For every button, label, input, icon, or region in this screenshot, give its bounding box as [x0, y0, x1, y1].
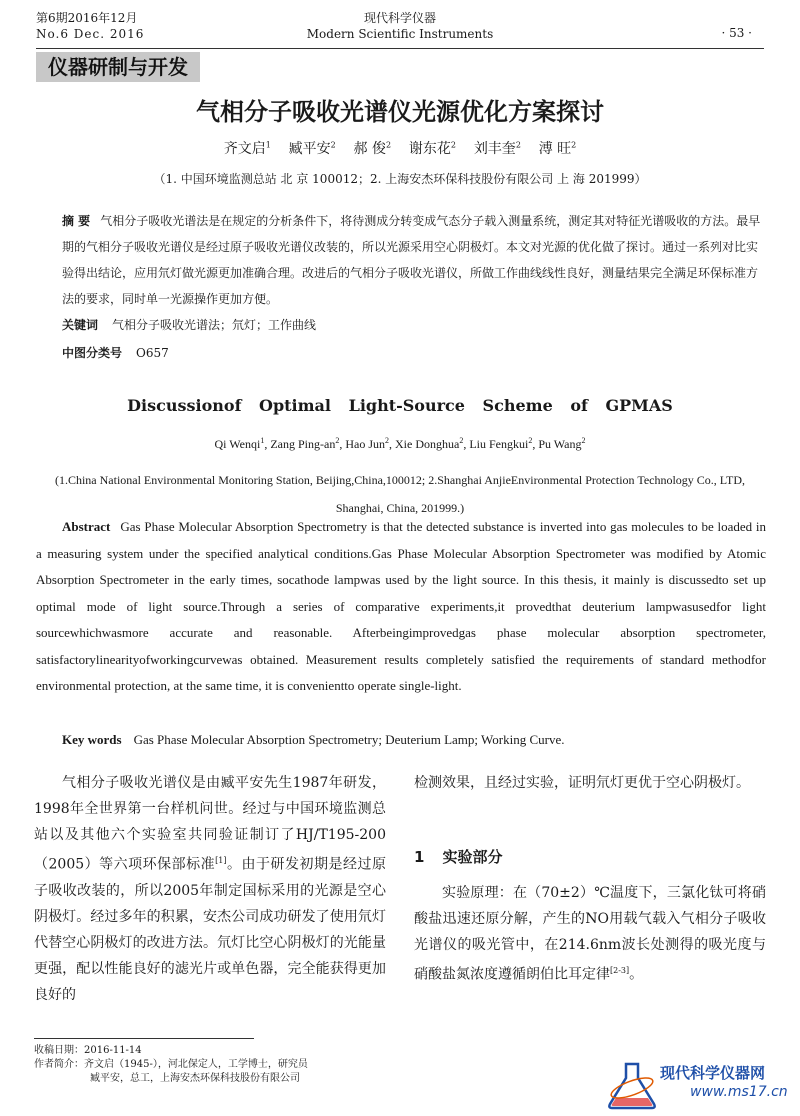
- abstract-zh: [62, 208, 762, 312]
- title-en: Discussionof Optimal Light-Source Scheme of GPMAS: [127, 396, 673, 415]
- author-en: Hao Jun$^2$: [345, 436, 389, 451]
- affiliation-zh: （1. 中国环境监测总站 北 京 100012；2. 上海安杰环保科技股份有限公司 上 海 201999）: [153, 172, 647, 186]
- author-zh: 郝 俊$^2$: [353, 140, 392, 157]
- watermark-url: www.ms17.cn: [690, 1084, 788, 1100]
- watermark-title: 现代科学仪器网: [660, 1064, 766, 1082]
- author-zh: 刘丰奎$^2$: [473, 140, 521, 157]
- author-zh: 溥 旺$^2$: [538, 140, 577, 157]
- author-en: Zang Ping-$an^2$: [270, 436, 340, 451]
- authors-zh: [0, 138, 800, 158]
- abstract-en: [36, 514, 766, 700]
- citation: [2-3]: [610, 966, 630, 975]
- classification-zh: [62, 344, 169, 361]
- body-paragraph-continued: 检测效果，且经过实验，证明氘灯更优于空心阴极灯。: [414, 775, 750, 791]
- body-paragraph-principle: 实验原理：在（70±2）℃温度下，三氯化钛可将硝酸盐迅速还原分解，产生的NO用载气载入气相分子吸收光谱仪的吸光管中，在214.6nm波长处测得的吸光度与硝酸盐氮浓度遵循朗伯比耳定律[2-3]。: [414, 885, 766, 983]
- section-tag: 仪器研制与开发: [36, 52, 200, 82]
- section-number: 1: [414, 848, 425, 866]
- footnote-rule: [34, 1038, 254, 1039]
- author-en: Pu Wang$^2$: [538, 436, 586, 451]
- abstract-zh-text: 气相分子吸收光谱法是在规定的分析条件下，将待测成分转变成气态分子载入测量系统，测定其对特征光谱吸收的方法。最早期的气相分子吸收光谱仪是经过原子吸收光谱仪改装的，所以光源采用空心阴极灯。本文对光源的优化做了探讨。通过一系列对比实验得出结论，应用氘灯做光源更加准确合理。改进后的气相分子吸收光谱仪，所做工作曲线线性良好，测量结果完全满足环保标准方法的要求，同时单一光源操作更加方便。: [62, 214, 761, 306]
- header-issue-zh: 第6期2016年12月: [36, 11, 138, 25]
- author-zh: 谢东花$^2$: [408, 140, 456, 157]
- page-number: · 53 ·: [721, 26, 752, 40]
- section-heading: [414, 846, 502, 867]
- author-en: Qi Wenqi$^1$: [214, 436, 265, 451]
- author-en: Liu Fengkui$^2$: [469, 436, 533, 451]
- header-journal-zh: 现代科学仪器: [363, 11, 436, 25]
- footnote-received: 收稿日期：2016-11-14: [34, 1045, 142, 1056]
- abstract-en-label: Abstract: [62, 519, 111, 534]
- classification-label: 中图分类号: [62, 346, 123, 360]
- keywords-zh: [62, 316, 316, 333]
- author-zh: 齐文启$^1$: [223, 140, 271, 157]
- keywords-en: [62, 732, 564, 748]
- section-title: 实验部分: [442, 848, 503, 866]
- footnote: [34, 1044, 454, 1086]
- classification-code: O657: [136, 346, 169, 360]
- authors-en: Qi Wenqi$^1$, Zang Ping-$an^2$, Hao Jun$^2$, Xie Donghua$^2$, Liu Fengkui$^2$, Pu Wang$^2$: [214, 436, 586, 451]
- abstract-zh-label: 摘 要: [62, 214, 91, 228]
- footnote-author: 作者简介：齐文启（1945-），河北保定人，工学博士，研究员: [34, 1059, 308, 1070]
- keywords-zh-text: 气相分子吸收光谱法；氘灯；工作曲线: [112, 318, 317, 332]
- keywords-zh-label: 关键词: [62, 318, 99, 332]
- flask-icon: [602, 1058, 662, 1112]
- citation: [1]: [215, 856, 227, 865]
- header-issue-en: No.6 Dec. 2016: [36, 27, 145, 41]
- affiliation-en: (1.China National Environmental Monitoring Station, Beijing,China,100012; 2.Shanghai AnjieEnvironmental Protection Technology Co., LTD, Shanghai, China, 201999.): [54, 473, 746, 515]
- footnote-author: 臧平安，总工，上海安杰环保科技股份有限公司: [90, 1073, 300, 1084]
- keywords-en-text: Gas Phase Molecular Absorption Spectrometry; Deuterium Lamp; Working Curve.: [133, 732, 565, 747]
- abstract-en-text: Gas Phase Molecular Absorption Spectrometry is that the detected substance is inverted into gas molecules to be loaded in a measuring system under the specified analytical conditions.Gas Phase Molecular Absorption Spectrometer was modified by Atomic Absorption Spectrometer in the early times, socathode lampwas used by the light source. In this thesis, it mainly is discussedto set up optimal mode of light source.Through a series of comparative experiments,it provedthat deuterium lampwasusedfor light sourcewhichwasmore accurate and reasonable. Afterbeingimprovedgas phase molecular absorption spectrometer, satisfactorylinearityofworkingcurvewas obtained. Measurement results completely satisfied the requirements of standard methodfor environmental protection, at the same time, it is convenientto operate single-light.: [36, 519, 766, 693]
- author-zh: 臧平安$^2$: [288, 140, 336, 157]
- author-en: Xie Donghua$^2$: [395, 436, 464, 451]
- header-journal: [0, 10, 800, 42]
- keywords-en-label: Key words: [62, 732, 122, 747]
- header-rule: [36, 48, 764, 49]
- body-paragraph-intro: 气相分子吸收光谱仪是由臧平安先生1987年研发，1998年全世界第一台样机问世。经过与中国环境监测总站以及其他六个实验室共同验证制订了HJ/T195-200（2005）等六项环保部标准[1]。由于研发初期是经过原子吸收改装的，所以2005年制定国标采用的光源是空心阴极灯。经过多年的积累，安杰公司成功研发了使用氘灯代替空心阴极灯的改进方法。氘灯比空心阴极灯的光能量更强，配以性能良好的滤光片或单色器，完全能获得更加良好的: [34, 775, 386, 1003]
- title-zh: 气相分子吸收光谱仪光源优化方案探讨: [196, 98, 604, 126]
- header-journal-en: Modern Scientific Instruments: [306, 27, 494, 41]
